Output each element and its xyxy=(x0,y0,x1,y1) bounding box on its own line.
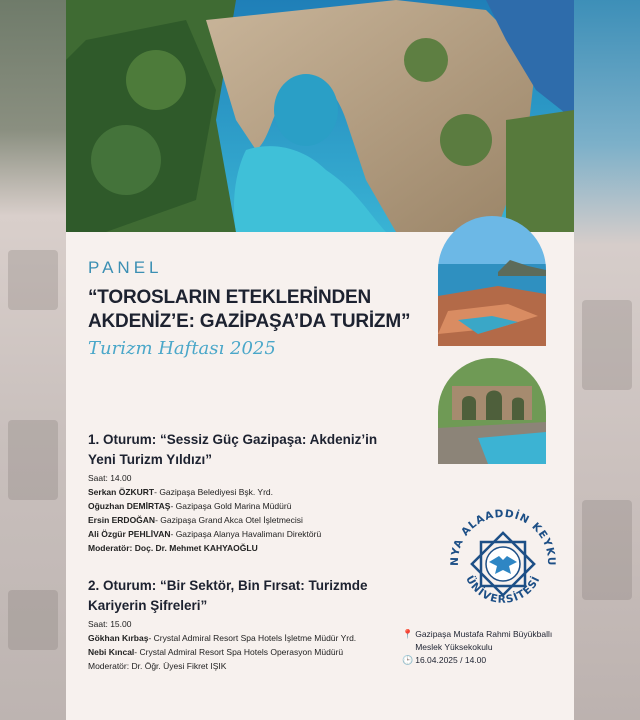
session-1-heading xyxy=(88,430,408,470)
speaker-role: - Gazipaşa Belediyesi Bşk. Yrd. xyxy=(154,487,274,497)
coast-photo xyxy=(438,216,546,346)
event-subtitle: Turizm Haftası 2025 xyxy=(88,338,276,359)
session-2 xyxy=(88,576,408,673)
blur-shape xyxy=(8,590,58,650)
logo-top-text: NYA ALAADDİN KEYKU xyxy=(448,507,558,567)
speaker-row xyxy=(88,485,408,499)
blur-shape xyxy=(8,250,58,310)
panel-label: PANEL xyxy=(88,258,163,277)
moderator-row xyxy=(88,541,408,555)
session-time: Saat: 14.00 xyxy=(88,473,132,483)
panel-title-line: “TOROSLARIN ETEKLERİNDEN xyxy=(88,287,372,308)
blur-shape xyxy=(582,300,632,390)
university-logo xyxy=(444,500,562,618)
session-time: Saat: 15.00 xyxy=(88,619,132,629)
event-info xyxy=(402,628,572,667)
speaker-row xyxy=(88,631,408,645)
blur-shape xyxy=(8,420,58,500)
session-2-heading xyxy=(88,576,408,616)
datetime-row xyxy=(402,654,572,667)
location-row xyxy=(402,628,572,654)
clock-icon: 🕒 xyxy=(402,655,414,665)
left-backdrop xyxy=(0,0,66,720)
moderator-row xyxy=(88,659,408,673)
moderator-label: Moderatör: xyxy=(88,661,130,671)
speaker-name: Ali Özgür PEHLİVAN xyxy=(88,529,171,539)
speaker-row xyxy=(88,527,408,541)
speaker-name: Nebi Kıncal xyxy=(88,647,135,657)
speaker-role: - Crystal Admiral Resort Spa Hotels Operasyon Müdürü xyxy=(134,647,344,657)
speaker-role: - Crystal Admiral Resort Spa Hotels İşletme Müdür Yrd. xyxy=(148,633,357,643)
speaker-role: - Gazipaşa Gold Marina Müdürü xyxy=(170,501,292,511)
session-heading-line: Kariyerin Şifreleri” xyxy=(88,598,208,613)
speaker-name: Ersin ERDOĞAN xyxy=(88,515,156,525)
session-1 xyxy=(88,430,408,555)
speaker-name: Oğuzhan DEMİRTAŞ xyxy=(88,501,171,511)
location-line: Meslek Yüksekokulu xyxy=(415,642,493,652)
speaker-row xyxy=(88,513,408,527)
session-heading-line: 2. Oturum: “Bir Sektör, Bin Fırsat: Turizmde xyxy=(88,578,368,593)
moderator-name: Doç. Dr. Mehmet KAHYAOĞLU xyxy=(134,543,258,553)
panel-title-line: AKDENİZ’E: GAZİPAŞA’DA TURİZM” xyxy=(88,311,411,332)
location-pin-icon: 📍 xyxy=(402,629,414,639)
speaker-role: - Gazipaşa Alanya Havalimanı Direktörü xyxy=(170,529,322,539)
panel-title xyxy=(88,286,428,334)
poster xyxy=(66,0,574,720)
location-line: Gazipaşa Mustafa Rahmi Büyükballı xyxy=(415,629,553,639)
logo-bottom-text: ÜNİVERSİTESİ xyxy=(463,573,543,606)
moderator-name: Dr. Öğr. Üyesi Fikret IŞIK xyxy=(131,661,227,671)
ruins-photo xyxy=(438,358,546,464)
session-heading-line: 1. Oturum: “Sessiz Güç Gazipaşa: Akdeniz’in xyxy=(88,432,378,447)
moderator-label: Moderatör: xyxy=(88,543,133,553)
location-text xyxy=(415,628,552,654)
blur-shape xyxy=(582,500,632,600)
speaker-name: Serkan ÖZKURT xyxy=(88,487,155,497)
right-backdrop xyxy=(574,0,640,720)
event-datetime: 16.04.2025 / 14.00 xyxy=(415,655,487,665)
speaker-role: - Gazipaşa Grand Akca Otel İşletmecisi xyxy=(155,515,303,525)
session-heading-line: Yeni Turizm Yıldızı” xyxy=(88,452,213,467)
hero-landscape-image xyxy=(66,0,574,232)
speaker-row xyxy=(88,499,408,513)
speaker-row xyxy=(88,645,408,659)
speaker-name: Gökhan Kırbaş xyxy=(88,633,149,643)
